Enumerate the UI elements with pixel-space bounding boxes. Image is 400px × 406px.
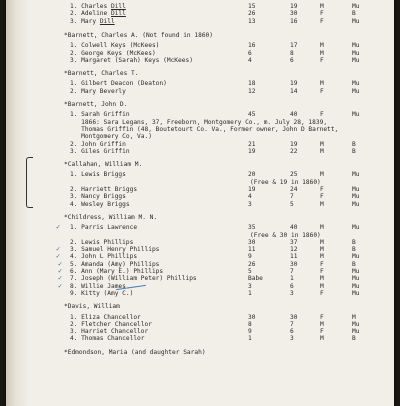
record-field-c: M xyxy=(320,147,324,155)
record-name: 3. Nancy Briggs xyxy=(70,193,126,201)
record-field-d: B xyxy=(352,147,356,155)
record-name: 9. Kitty (Amy C.) xyxy=(70,289,134,297)
record-field-b: 19 xyxy=(290,80,298,88)
record-field-b: 17 xyxy=(290,42,298,50)
record-name-given: 3. Mary xyxy=(70,17,100,25)
record-name: 2. Lewis Phillips xyxy=(70,238,134,246)
record-field-c: F xyxy=(320,186,324,193)
record-field-d: Mu xyxy=(352,275,360,283)
record-name xyxy=(70,3,126,10)
record-field-d: Mu xyxy=(352,328,360,336)
record-field-c: M xyxy=(320,335,324,343)
record-field-b: 40 xyxy=(290,224,298,232)
record-field-c: M xyxy=(320,140,324,148)
record-field-c: M xyxy=(320,238,324,246)
check-mark-icon: ✓ xyxy=(58,274,63,283)
record-field-d: Mu xyxy=(352,193,360,201)
record-field-c: F xyxy=(320,10,324,18)
record-field-c: M xyxy=(320,275,324,283)
record-field-d: Mu xyxy=(352,224,360,232)
record-field-b: 30 xyxy=(290,260,298,268)
record-name-surname: Dill xyxy=(110,3,126,10)
record-field-a: 30 xyxy=(248,238,256,246)
record-name: 4. John L Phillips xyxy=(70,253,138,261)
margin-bracket xyxy=(26,157,33,208)
record-field-c: F xyxy=(320,268,324,275)
record-field-b: 8 xyxy=(290,49,294,57)
record-name: 2. Fletcher Chancellor xyxy=(70,320,152,328)
record-field-c: F xyxy=(320,87,324,95)
record-field-b: 6 xyxy=(290,328,294,336)
record-field-d: Mu xyxy=(352,186,360,193)
record-field-a: 1 xyxy=(248,289,252,297)
record-field-c: M xyxy=(320,80,324,88)
record-name: 1. Eliza Chancellor xyxy=(70,313,141,321)
record-field-c: M xyxy=(320,320,324,328)
record-field-a: 16 xyxy=(248,42,256,50)
record-name: 1. Colwell Keys (McKees) xyxy=(70,42,160,50)
record-name: 1. Sarah Griffin xyxy=(70,111,130,119)
record-field-a: 45 xyxy=(248,111,256,119)
record-field-a: 9 xyxy=(248,328,252,336)
record-field-c: M xyxy=(320,224,324,232)
record-field-b: 12 xyxy=(290,246,298,254)
record-field-c: M xyxy=(320,3,324,10)
record-field-b: 1 xyxy=(290,275,294,283)
record-field-b: 14 xyxy=(290,87,298,95)
record-field-d: Mu xyxy=(352,17,360,25)
section-heading: *Edmondson, Maria (and daughter Sarah) xyxy=(64,348,206,356)
record-field-c: F xyxy=(320,328,324,336)
record-field-a: 35 xyxy=(248,224,256,232)
record-field-d: Mu xyxy=(352,87,360,95)
record-name: 5. Amanda (Amy) Phillips xyxy=(70,260,160,268)
record-field-b: 37 xyxy=(290,238,298,246)
record-field-b: 6 xyxy=(290,282,294,290)
record-field-c: F xyxy=(320,260,324,268)
record-name: 4. Thomas Chancellor xyxy=(70,335,145,343)
record-field-d: B xyxy=(352,10,356,18)
record-field-b: 19 xyxy=(290,3,298,10)
record-field-a: 26 xyxy=(248,10,256,18)
check-mark-icon: ✓ xyxy=(56,223,61,232)
record-field-a: 9 xyxy=(248,253,252,261)
record-name-surname: Dill xyxy=(110,10,126,18)
record-name: 8. Willie James xyxy=(70,282,126,290)
record-name: 4. Wesley Briggs xyxy=(70,200,130,208)
record-field-c: M xyxy=(320,200,324,208)
record-field-d: Mu xyxy=(352,56,360,64)
record-field-b: 30 xyxy=(290,10,298,18)
check-mark-icon: ✓ xyxy=(56,245,61,254)
record-field-d: Mu xyxy=(352,80,360,88)
record-field-d: Mu xyxy=(352,111,360,119)
record-name: 2. George Keys (McKees) xyxy=(70,49,156,57)
section-heading: *Callahan, William M. xyxy=(64,161,143,169)
record-field-b: 16 xyxy=(290,17,298,25)
record-field-a: (Free & 30 in 1860) xyxy=(250,231,321,239)
check-mark-icon: ✓ xyxy=(56,252,61,261)
section-heading: *Barnett, John D. xyxy=(64,101,128,108)
record-field-d: B xyxy=(352,140,356,148)
section-heading: *Davis, William xyxy=(64,303,120,311)
record-name-surname: Dill xyxy=(99,17,115,25)
record-name: 1. Parris Lawrence xyxy=(70,224,138,232)
record-name: Montgomery Co, Va.) xyxy=(70,133,152,141)
record-name: 2. Mary Beverly xyxy=(70,87,126,95)
record-field-b: 3 xyxy=(290,289,294,297)
record-field-d: B xyxy=(352,260,356,268)
record-field-a: 15 xyxy=(248,3,256,10)
record-field-a: Babe xyxy=(248,275,263,283)
record-field-c: M xyxy=(320,246,324,254)
record-name: 2. Harriett Briggs xyxy=(70,186,138,193)
record-field-a: 20 xyxy=(248,171,256,179)
record-field-a: 30 xyxy=(248,313,256,321)
record-field-a: 3 xyxy=(248,200,252,208)
record-name: 3. Harriet Chancellor xyxy=(70,328,149,336)
check-mark-icon: ✓ xyxy=(58,259,63,268)
record-field-b: 25 xyxy=(290,171,298,179)
record-field-b: 3 xyxy=(290,335,294,343)
record-field-b: 40 xyxy=(290,111,298,119)
record-field-c: M xyxy=(320,171,324,179)
record-name: 1866: Sara Legans, 37, Freeborn, Montgomery Co., m. July 28, 1839, xyxy=(70,118,328,126)
record-field-c: M xyxy=(320,253,324,261)
record-name: 6. Ann (Mary E.) Phillips xyxy=(70,268,164,275)
record-name xyxy=(70,10,126,17)
record-field-c: F xyxy=(320,313,324,321)
record-field-d: Mu xyxy=(352,282,360,290)
record-field-a: 26 xyxy=(248,260,256,268)
record-field-d: B xyxy=(352,335,356,343)
record-field-a: 4 xyxy=(248,193,252,201)
record-field-c: M xyxy=(320,49,324,57)
record-field-a: 5 xyxy=(248,268,252,275)
record-name: Thomas Griffin (48, Boutetourt Co. Va., Former owner, John D Barnett, xyxy=(70,125,339,133)
record-field-d: Mu xyxy=(352,42,360,50)
record-field-a: 19 xyxy=(248,147,256,155)
record-field-a: 1 xyxy=(248,335,252,343)
record-field-b: 19 xyxy=(290,140,298,148)
record-field-d: M xyxy=(352,313,356,321)
section-heading: *Childress, William M. N. xyxy=(64,213,158,221)
record-field-b: 30 xyxy=(290,313,298,321)
record-field-b: 7 xyxy=(290,320,294,328)
record-field-d: Mu xyxy=(352,289,360,297)
record-field-d: Mu xyxy=(352,320,360,328)
record-field-d: B xyxy=(352,246,356,254)
record-field-a: 19 xyxy=(248,186,256,193)
record-field-a: 21 xyxy=(248,140,256,148)
record-name: 2. John Griffin xyxy=(70,140,126,148)
record-name: 3. Giles Griffin xyxy=(70,147,130,155)
record-field-a: 3 xyxy=(248,282,252,290)
record-field-c: F xyxy=(320,289,324,297)
record-name: 3. Samuel Henry Phillips xyxy=(70,246,160,254)
record-field-d: Mu xyxy=(352,268,360,275)
check-mark-icon: ✓ xyxy=(58,267,63,275)
section-heading: *Barnett, Charles T. xyxy=(64,70,139,78)
record-name: 1. Gilbert Deacon (Deaton) xyxy=(70,80,167,88)
record-name: 7. Joseph (William Peter) Phillips xyxy=(70,275,197,283)
record-name: 1. Lewis Briggs xyxy=(70,171,126,179)
record-field-a: 4 xyxy=(248,56,252,64)
record-field-a: 11 xyxy=(248,246,256,254)
record-name: 3. Margaret (Sarah) Keys (McKees) xyxy=(70,56,193,64)
section-heading: *Barnett, Charles A. (Not found in 1860) xyxy=(64,31,214,39)
record-field-d: Mu xyxy=(352,200,360,208)
record-field-d: Mu xyxy=(352,253,360,261)
record-field-d: Mu xyxy=(352,3,360,10)
record-field-b: 22 xyxy=(290,147,298,155)
record-field-d: Mu xyxy=(352,49,360,57)
record-field-b: 6 xyxy=(290,56,294,64)
record-name xyxy=(70,18,115,25)
record-field-a: 13 xyxy=(248,17,256,25)
record-field-a: 18 xyxy=(248,80,256,88)
record-field-b: 11 xyxy=(290,253,298,261)
record-name-given: 1. Charles xyxy=(70,3,111,10)
record-field-b: 7 xyxy=(290,268,294,275)
record-field-a: 6 xyxy=(248,49,252,57)
record-field-b: 24 xyxy=(290,186,298,193)
check-mark-icon: ✓ xyxy=(58,281,63,290)
document-page xyxy=(6,0,394,406)
record-field-c: F xyxy=(320,56,324,64)
record-field-d: Mu xyxy=(352,171,360,179)
record-field-c: F xyxy=(320,111,324,119)
record-field-a: 12 xyxy=(248,87,256,95)
record-field-b: 7 xyxy=(290,193,294,201)
record-field-c: M xyxy=(320,282,324,290)
record-field-a: (Free & 19 in 1860) xyxy=(250,178,321,186)
record-field-c: F xyxy=(320,193,324,201)
record-field-c: F xyxy=(320,17,324,25)
record-name-given: 2. Adeline xyxy=(70,10,111,18)
record-field-d: B xyxy=(352,238,356,246)
record-field-a: 8 xyxy=(248,320,252,328)
record-field-c: M xyxy=(320,42,324,50)
record-field-b: 5 xyxy=(290,200,294,208)
